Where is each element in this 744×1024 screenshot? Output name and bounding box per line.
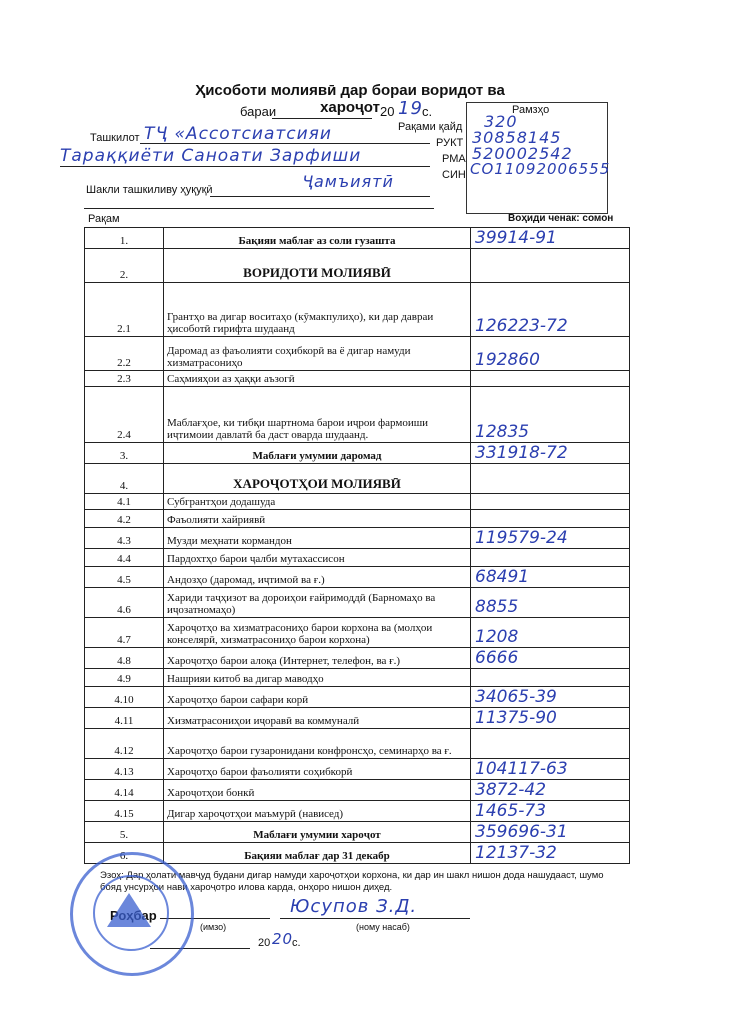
table-row bbox=[85, 510, 630, 528]
row-description: Хизматрасониҳои иҷоравӣ ва коммуналӣ bbox=[164, 708, 471, 729]
row-number: 4.7 bbox=[85, 618, 164, 648]
row-amount bbox=[471, 759, 630, 780]
row-amount-handwritten: 12137-32 bbox=[475, 843, 557, 863]
row-amount bbox=[471, 708, 630, 729]
row-description: Маблағи умумии хароҷот bbox=[164, 822, 471, 843]
row-description: Хароҷотҳо барои алоқа (Интернет, телефон, ва ғ.) bbox=[164, 648, 471, 669]
table-row bbox=[85, 687, 630, 708]
sin-value: СО11092006555 bbox=[470, 160, 611, 178]
name-line bbox=[280, 918, 470, 919]
year-handwritten: 19 bbox=[398, 98, 423, 119]
table-row bbox=[85, 337, 630, 371]
head-name-handwritten: Юсупов З.Д. bbox=[290, 896, 418, 917]
reg-label: Рақами қайд bbox=[398, 121, 463, 133]
table-row bbox=[85, 843, 630, 864]
row-description: Дигар хароҷотҳои маъмурӣ (навиcед) bbox=[164, 801, 471, 822]
row-amount-handwritten: 359696-31 bbox=[475, 822, 568, 842]
table-row bbox=[85, 567, 630, 588]
row-description: Маблағи умумии даромад bbox=[164, 443, 471, 464]
row-amount bbox=[471, 588, 630, 618]
row-amount bbox=[471, 843, 630, 864]
row-number: 4.10 bbox=[85, 687, 164, 708]
row-amount-handwritten: 104117-63 bbox=[475, 759, 568, 779]
stamp-logo-icon bbox=[107, 893, 151, 927]
organization-stamp bbox=[70, 852, 194, 976]
row-amount-handwritten: 8855 bbox=[475, 597, 519, 617]
row-amount bbox=[471, 249, 630, 283]
row-description: ВОРИДОТИ МОЛИЯВӢ bbox=[164, 249, 471, 283]
row-number: 4.12 bbox=[85, 729, 164, 759]
org-line-2 bbox=[60, 166, 430, 167]
org-bottom-line bbox=[84, 208, 434, 209]
row-amount-handwritten: 119579-24 bbox=[475, 528, 568, 548]
row-amount bbox=[471, 371, 630, 387]
signature-caption: (имзо) bbox=[200, 922, 227, 932]
row-number: 4.5 bbox=[85, 567, 164, 588]
row-amount bbox=[471, 687, 630, 708]
row-description: Хароҷотҳо барои фаъолияти соҳибкорӣ bbox=[164, 759, 471, 780]
year-prefix: 20 bbox=[380, 104, 395, 119]
org-name-line2: Тараққиёти Саноати Зарфиши bbox=[60, 146, 362, 166]
row-amount bbox=[471, 494, 630, 510]
row-number: 2.4 bbox=[85, 387, 164, 443]
row-number: 2.1 bbox=[85, 283, 164, 337]
row-description: Хариди таҷҳизот ва дороиҳои ғайримоддӣ (Барномаҳо ва иҷозатномаҳо) bbox=[164, 588, 471, 618]
row-amount-handwritten: 12835 bbox=[475, 422, 530, 442]
row-amount bbox=[471, 443, 630, 464]
row-number: 4. bbox=[85, 464, 164, 494]
row-amount bbox=[471, 337, 630, 371]
table-row bbox=[85, 588, 630, 618]
org-name-line1: ТҶ «Ассотсиатсияи bbox=[144, 124, 332, 144]
name-caption: (ному насаб) bbox=[356, 922, 410, 932]
table-row bbox=[85, 371, 630, 387]
org-line-1 bbox=[140, 143, 430, 144]
row-description: Даромад аз фаъолияти соҳибкорӣ ва ё дигар намуди хизматрасониҳо bbox=[164, 337, 471, 371]
row-number: 2. bbox=[85, 249, 164, 283]
row-amount-handwritten: 1465-73 bbox=[475, 801, 547, 821]
row-amount-handwritten: 11375-90 bbox=[475, 708, 557, 728]
row-number: 2.2 bbox=[85, 337, 164, 371]
table-row bbox=[85, 648, 630, 669]
row-number: 5. bbox=[85, 822, 164, 843]
period-line bbox=[272, 118, 372, 119]
row-number: 4.14 bbox=[85, 780, 164, 801]
table-row bbox=[85, 669, 630, 687]
table-row bbox=[85, 780, 630, 801]
row-description: Хароҷотҳо барои сафари корӣ bbox=[164, 687, 471, 708]
row-number: 3. bbox=[85, 443, 164, 464]
row-description: ХАРОҶОТҲОИ МОЛИЯВӢ bbox=[164, 464, 471, 494]
row-amount-handwritten: 331918-72 bbox=[475, 443, 568, 463]
row-amount bbox=[471, 464, 630, 494]
row-number: 4.3 bbox=[85, 528, 164, 549]
sin-label: СИН bbox=[442, 169, 466, 181]
table-row bbox=[85, 283, 630, 337]
row-amount bbox=[471, 648, 630, 669]
row-amount bbox=[471, 567, 630, 588]
rukt-value: 30858145 bbox=[472, 128, 562, 147]
footer-year-hand: 20 bbox=[272, 930, 294, 948]
table-row bbox=[85, 708, 630, 729]
table-row bbox=[85, 618, 630, 648]
row-number: 6. bbox=[85, 843, 164, 864]
row-number: 4.4 bbox=[85, 549, 164, 567]
row-amount bbox=[471, 780, 630, 801]
legal-form-value: Ҷамъиятӣ bbox=[302, 172, 394, 191]
legal-form-line bbox=[210, 196, 430, 197]
row-description: Музди меҳнати кормандон bbox=[164, 528, 471, 549]
row-amount bbox=[471, 228, 630, 249]
row-number: 4.6 bbox=[85, 588, 164, 618]
table-row bbox=[85, 759, 630, 780]
row-number: 4.8 bbox=[85, 648, 164, 669]
row-amount-handwritten: 34065-39 bbox=[475, 687, 557, 707]
legal-form-label: Шакли ташкиливу ҳуқуқӣ bbox=[86, 184, 213, 196]
row-description: Бақияи маблағ аз соли гузашта bbox=[164, 228, 471, 249]
row-description: Грантҳо ва дигар воситаҳо (кӯмакпулиҳо), ки дар давраи ҳисоботӣ гирифта шудаанд bbox=[164, 283, 471, 337]
table-row bbox=[85, 549, 630, 567]
rma-value: 520002542 bbox=[472, 144, 573, 163]
row-amount-handwritten: 3872-42 bbox=[475, 780, 547, 800]
table-row bbox=[85, 729, 630, 759]
row-description: Саҳмияҳои аз ҳаққи аъзогӣ bbox=[164, 371, 471, 387]
row-description: Хароҷотҳо ва хизматрасониҳо барои корхона ва (молҳои конселярӣ, хизматрасониҳо барои корхона) bbox=[164, 618, 471, 648]
row-description: Фаъолияти хайриявӣ bbox=[164, 510, 471, 528]
row-description: Хароҷотҳо барои гузаронидани конфронсҳо, семинарҳо ва ғ. bbox=[164, 729, 471, 759]
row-number: 4.15 bbox=[85, 801, 164, 822]
head-label: Роҳбар bbox=[110, 908, 157, 923]
row-amount-handwritten: 39914-91 bbox=[475, 228, 557, 248]
row-amount bbox=[471, 669, 630, 687]
reg-value: 320 bbox=[484, 112, 518, 131]
row-amount-handwritten: 1208 bbox=[475, 627, 519, 647]
year-suffix: с. bbox=[422, 104, 433, 119]
row-description: Андозҳо (даромад, иҷтимоӣ ва ғ.) bbox=[164, 567, 471, 588]
row-amount-handwritten: 192860 bbox=[475, 350, 540, 370]
row-description: Бақияи маблағ дар 31 декабр bbox=[164, 843, 471, 864]
table-row bbox=[85, 464, 630, 494]
row-description: Маблағҳое, ки тибқи шартнома барои иҷрои фармоиши иҷтимоии давлатӣ ба даст оварда шудаанд. bbox=[164, 387, 471, 443]
row-description: Хароҷотҳои бонкӣ bbox=[164, 780, 471, 801]
table-row bbox=[85, 443, 630, 464]
codes-title: Рамзҳо bbox=[512, 104, 550, 116]
footer-year-suffix: с. bbox=[292, 937, 301, 949]
footer-note: Эзоҳ: Дар ҳолати мавҷуд будани дигар намуди хароҷотҳои корхона, ки дар ин шакл нишон дода нашудааст, шумо бояд унсурҳои нави хароҷотро илова карда, онҳоро нишон диҳед. bbox=[100, 870, 604, 893]
rukt-label: РУКТ bbox=[436, 137, 464, 149]
row-amount bbox=[471, 283, 630, 337]
row-amount bbox=[471, 510, 630, 528]
table-row bbox=[85, 528, 630, 549]
table-row bbox=[85, 822, 630, 843]
row-description: Нашрияи китоб ва дигар маводҳо bbox=[164, 669, 471, 687]
row-number: 4.9 bbox=[85, 669, 164, 687]
report-title: Ҳисоботи молиявӣ дар бораи воридот ва хароҷот bbox=[195, 82, 505, 116]
table-row bbox=[85, 228, 630, 249]
row-amount bbox=[471, 801, 630, 822]
row-amount-handwritten: 68491 bbox=[475, 567, 530, 587]
row-description: Пардохтҳо барои ҷалби мутахассисон bbox=[164, 549, 471, 567]
table-row bbox=[85, 387, 630, 443]
period-label: бараи bbox=[240, 104, 277, 119]
org-label: Ташкилот bbox=[90, 132, 140, 144]
table-row bbox=[85, 249, 630, 283]
row-amount bbox=[471, 822, 630, 843]
row-amount-handwritten: 6666 bbox=[475, 648, 519, 668]
row-amount bbox=[471, 729, 630, 759]
row-number: 4.13 bbox=[85, 759, 164, 780]
row-description: Субгрантҳои додашуда bbox=[164, 494, 471, 510]
rma-label: РМА bbox=[442, 153, 466, 165]
unit-label: Воҳиди ченак: сомон bbox=[508, 213, 614, 224]
row-amount-handwritten: 126223-72 bbox=[475, 316, 568, 336]
rakam-label: Рақам bbox=[88, 213, 120, 225]
financial-table bbox=[84, 227, 630, 864]
table-row bbox=[85, 494, 630, 510]
row-number: 2.3 bbox=[85, 371, 164, 387]
row-amount bbox=[471, 387, 630, 443]
row-number: 4.11 bbox=[85, 708, 164, 729]
row-amount bbox=[471, 549, 630, 567]
table-row bbox=[85, 801, 630, 822]
row-number: 4.1 bbox=[85, 494, 164, 510]
footer-year-prefix: 20 bbox=[258, 937, 271, 949]
row-number: 1. bbox=[85, 228, 164, 249]
row-amount bbox=[471, 528, 630, 549]
row-amount bbox=[471, 618, 630, 648]
row-number: 4.2 bbox=[85, 510, 164, 528]
